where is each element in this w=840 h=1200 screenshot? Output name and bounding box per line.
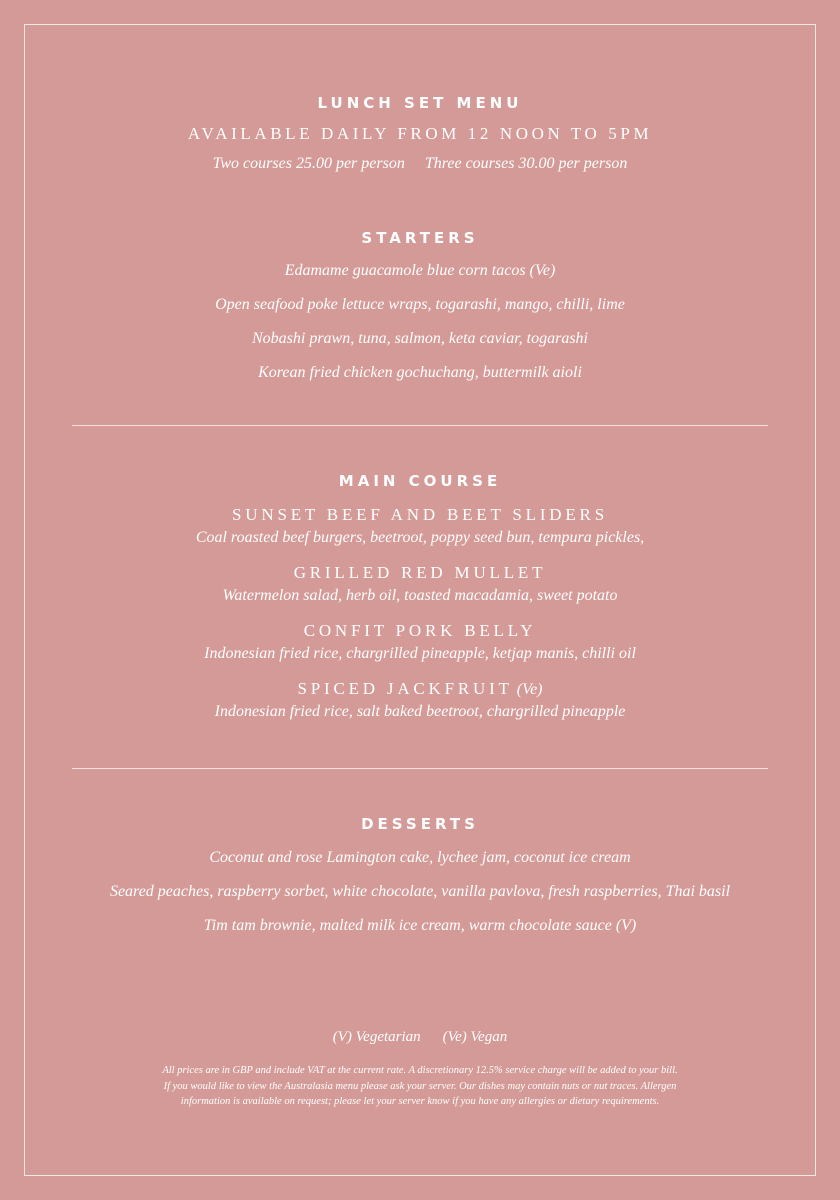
legend-vegetarian: (V) Vegetarian bbox=[332, 1029, 421, 1045]
desserts-title: DESSERTS bbox=[361, 815, 479, 833]
main-item-description: Coal roasted beef burgers, beetroot, poppy seed bun, tempura pickles, bbox=[195, 529, 645, 546]
divider bbox=[72, 425, 768, 426]
main-item-heading bbox=[0, 679, 840, 699]
footer-note-line: If you would like to view the Australasia menu please ask your server. Our dishes may contain nuts or nut traces. Allergen bbox=[163, 1080, 677, 1092]
main-item-description: Indonesian fried rice, salt baked beetroot, chargrilled pineapple bbox=[214, 703, 626, 720]
main-item-description: Watermelon salad, herb oil, toasted macadamia, sweet potato bbox=[222, 587, 618, 604]
starter-item: Korean fried chicken gochuchang, buttermilk aioli bbox=[258, 364, 582, 381]
dessert-item: Tim tam brownie, malted milk ice cream, warm chocolate sauce (V) bbox=[203, 917, 637, 934]
main-item-name: CONFIT PORK BELLY bbox=[303, 621, 537, 640]
starter-item: Open seafood poke lettuce wraps, togarashi, mango, chilli, lime bbox=[215, 296, 625, 313]
legend-vegan: (Ve) Vegan bbox=[442, 1029, 508, 1045]
dessert-item: Seared peaches, raspberry sorbet, white chocolate, vanilla pavlova, fresh raspberries, Thai basil bbox=[109, 883, 731, 900]
main-item-name: SUNSET BEEF AND BEET SLIDERS bbox=[232, 505, 608, 524]
footer-note-line: information is available on request; please let your server know if you have any allergies or dietary requirements. bbox=[180, 1096, 660, 1107]
pricing-three-courses: Three courses 30.00 per person bbox=[424, 155, 628, 172]
dietary-legend bbox=[0, 1029, 840, 1046]
availability-line: AVAILABLE DAILY FROM 12 NOON TO 5PM bbox=[187, 124, 653, 143]
starter-item: Nobashi prawn, tuna, salmon, keta caviar, togarashi bbox=[251, 330, 588, 347]
starter-item: Edamame guacamole blue corn tacos (Ve) bbox=[284, 262, 556, 279]
menu-title: LUNCH SET MENU bbox=[317, 94, 523, 112]
pricing-line bbox=[0, 155, 840, 173]
dessert-item: Coconut and rose Lamington cake, lychee jam, coconut ice cream bbox=[209, 849, 631, 866]
pricing-two-courses: Two courses 25.00 per person bbox=[212, 155, 405, 172]
main-item-description: Indonesian fried rice, chargrilled pineapple, ketjap manis, chilli oil bbox=[204, 645, 636, 662]
main-course-title: MAIN COURSE bbox=[338, 472, 502, 490]
vegan-marker: (Ve) bbox=[516, 681, 543, 698]
footer-note bbox=[0, 1063, 840, 1110]
main-item-name: GRILLED RED MULLET bbox=[293, 563, 547, 582]
main-item-name: SPICED JACKFRUIT bbox=[297, 679, 513, 698]
divider bbox=[72, 768, 768, 769]
footer-note-line: All prices are in GBP and include VAT at the current rate. A discretionary 12.5% service charge will be added to your bill. bbox=[162, 1065, 678, 1076]
starters-title: STARTERS bbox=[361, 229, 479, 247]
